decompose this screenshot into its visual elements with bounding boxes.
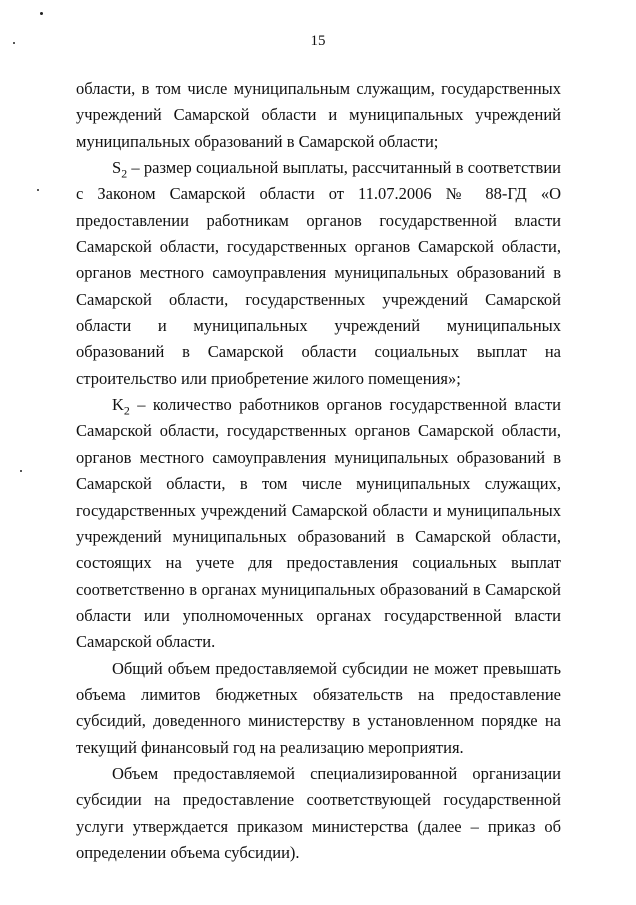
paragraph-k2-definition [76, 392, 561, 655]
paragraph-text: – размер социальной выплаты, рассчитанный в соответствии с Законом Самарской области от 11.07.2006 № 88-ГД «О предоставлении работникам органов государственной власти Самарской области, государственных органов Самарской области, органов местного самоуправления муниципальных образований в Самарской области, государственных учреждений Самарской области и муниципальных учреждений муниципальных образований в Самарской области социальных выплат на строительство или приобретение жилого помещения»; [76, 158, 561, 388]
paragraph-text: – количество работников органов государственной власти Самарской области, государственных органов Самарской области, органов местного самоуправления муниципальных образований в Самарской области, в том числе муниципальных служащих, государственных учреждений Самарской области и муниципальных учреждений муниципальных образований в Самарской области, состоящих на учете для предоставления социальных выплат соответственно в органах муниципальных образований в Самарской области или уполномоченных органах государственной власти Самарской области. [76, 395, 561, 652]
scan-speck [20, 470, 22, 472]
symbol-k: K [112, 395, 124, 415]
symbol-s: S [112, 158, 122, 178]
paragraph-continuation: области, в том числе муниципальным служащим, государственных учреждений Самарской области и муниципальных учреждений муниципальных образований в Самарской области; [76, 79, 561, 151]
page-number: 15 [310, 33, 326, 49]
scan-speck [40, 12, 43, 15]
symbol-subscript: 2 [121, 166, 128, 181]
symbol-subscript: 2 [123, 403, 130, 418]
paragraph-s2-definition [76, 155, 561, 392]
paragraph-subsidy-approval: Объем предоставляемой специализированной организации субсидии на предоставление соответствующей государственной услуги утверждается приказом министерства (далее – приказ об определении объема субсидии). [76, 763, 561, 862]
paragraph-subsidy-volume: Общий объем предоставляемой субсидии не может превышать объема лимитов бюджетных обязательств на предоставление субсидий, доведенного министерству в установленном порядке на текущий финансовый год на реализацию мероприятия. [76, 658, 561, 757]
document-body [76, 76, 561, 866]
scan-speck [37, 189, 39, 191]
